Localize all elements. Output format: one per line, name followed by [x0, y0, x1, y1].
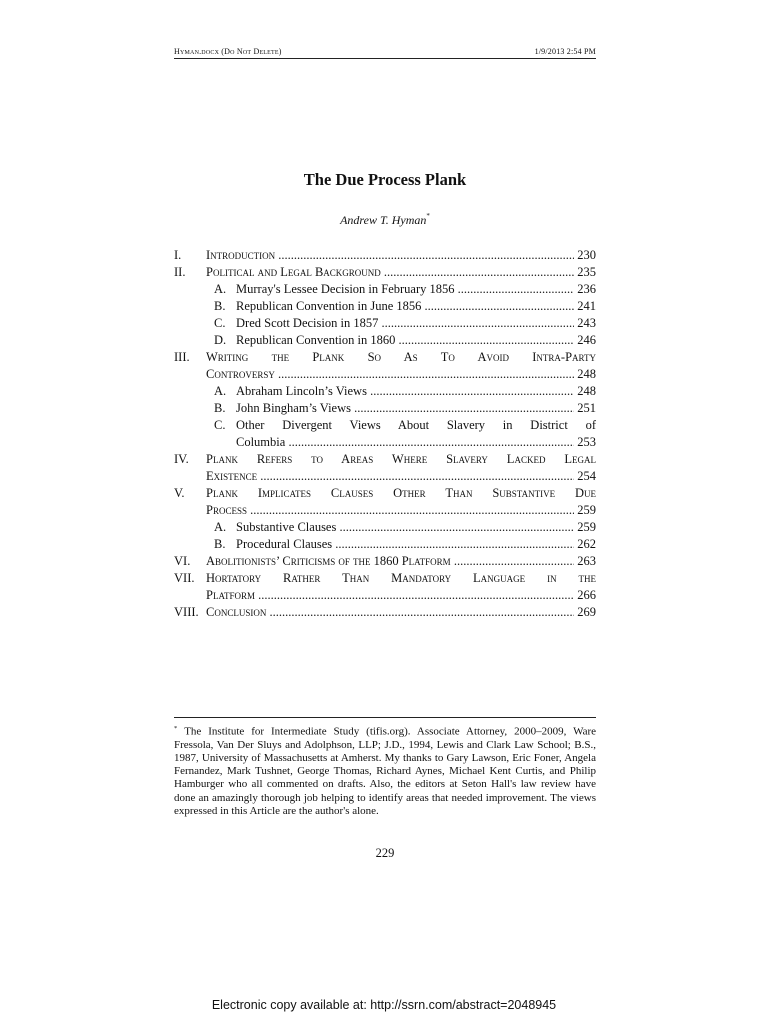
toc-entry	[174, 265, 596, 282]
toc-number: B.	[214, 299, 226, 313]
toc-entry	[174, 605, 596, 622]
toc-title: Dred Scott Decision in 1857 .....	[236, 316, 596, 331]
footnote-rule	[174, 717, 596, 718]
toc-page: 251	[574, 401, 596, 416]
toc-title: John Bingham’s Views .....	[236, 401, 596, 416]
toc-title: Conclusion .....	[206, 605, 596, 620]
toc-page: 246	[574, 333, 596, 348]
toc-title-line2: Existence .....	[206, 469, 596, 484]
footnote-mark: *	[174, 725, 178, 732]
toc-title: Abraham Lincoln’s Views .....	[236, 384, 596, 399]
toc-number: VII.	[174, 571, 195, 585]
page-number: 229	[375, 846, 395, 860]
toc-number: IV.	[174, 452, 189, 466]
toc-number: III.	[174, 350, 190, 364]
toc-entry	[174, 282, 596, 299]
toc-number: D.	[214, 333, 227, 347]
toc-entry	[174, 248, 596, 265]
ssrn-notice: Electronic copy available at: http://ssrn.com/abstract=2048945	[211, 998, 557, 1012]
toc-number: C.	[214, 316, 226, 330]
toc-title-line2: Platform .....	[206, 588, 596, 603]
toc-title: Procedural Clauses .....	[236, 537, 596, 552]
toc-title-line2: Columbia .....	[236, 435, 596, 450]
toc-entry-continuation	[174, 588, 596, 605]
toc-entry	[174, 520, 596, 537]
toc-number: A.	[214, 282, 227, 296]
toc-title-line1: Writing the Plank So As To Avoid Intra-Party	[206, 350, 596, 364]
toc-title: Republican Convention in 1860 .....	[236, 333, 596, 348]
toc-entry	[174, 537, 596, 554]
toc-number: II.	[174, 265, 186, 279]
toc-entry	[174, 350, 596, 367]
header-rule	[174, 58, 596, 59]
header-filename: Hyman.docx (Do Not Delete)	[174, 47, 282, 56]
toc-title: Murray's Lessee Decision in February 1856 .....	[236, 282, 596, 297]
toc-page: 262	[574, 537, 596, 552]
toc-page: 259	[574, 503, 596, 518]
toc-title-line2: Controversy .....	[206, 367, 596, 382]
toc-page: 253	[574, 435, 596, 450]
toc-title: Substantive Clauses .....	[236, 520, 596, 535]
toc-title-line1: Hortatory Rather Than Mandatory Language in the	[206, 571, 596, 585]
toc-entry	[174, 571, 596, 588]
toc-title-line2: Process .....	[206, 503, 596, 518]
toc-entry-continuation	[174, 367, 596, 384]
toc-title-line1: Plank Refers to Areas Where Slavery Lacked Legal	[206, 452, 596, 466]
toc-number: VIII.	[174, 605, 199, 619]
toc-entry	[174, 333, 596, 350]
author-footnote-mark: *	[426, 212, 430, 220]
toc-page: 243	[574, 316, 596, 331]
toc-entry	[174, 486, 596, 503]
toc-entry	[174, 418, 596, 435]
toc-page: 236	[574, 282, 596, 297]
toc-entry	[174, 316, 596, 333]
toc-title-line1: Plank Implicates Clauses Other Than Substantive Due	[206, 486, 596, 500]
toc-number: I.	[174, 248, 182, 262]
toc-entry	[174, 401, 596, 418]
toc-title: Abolitionists’ Criticisms of the 1860 Platform .....	[206, 554, 596, 569]
toc-page: 235	[574, 265, 596, 280]
article-title: The Due Process Plank	[303, 170, 467, 189]
author-line	[174, 213, 596, 228]
toc-number: VI.	[174, 554, 191, 568]
toc-number: C.	[214, 418, 226, 432]
toc-page: 254	[574, 469, 596, 484]
toc-number: A.	[214, 384, 227, 398]
toc-entry	[174, 554, 596, 571]
toc-page: 248	[574, 384, 596, 399]
toc-page: 269	[574, 605, 596, 620]
footnote	[174, 722, 596, 818]
toc-page: 241	[574, 299, 596, 314]
header-timestamp: 1/9/2013 2:54 PM	[534, 47, 596, 56]
toc-page: 230	[574, 248, 596, 263]
toc-title: Introduction .....	[206, 248, 596, 263]
toc-title: Political and Legal Background .....	[206, 265, 596, 280]
toc-title: Republican Convention in June 1856 .....	[236, 299, 596, 314]
footnote-text: The Institute for Intermediate Study (tifis.org). Associate Attorney, 2000–2009, Ware Fressola, Van Der Sluys and Adolphson, LLP; J.D., 1994, Lewis and Clark Law School; B.S., 1987, University of Massachusetts at Amherst. My thanks to Gary Lawson, Eric Foner, Angela Fernandez, Mark Tushnet, George Thomas, Richard Aynes, Michael Kent Curtis, and Philip Hamburger who all commented on drafts. Also, the editors at Seton Hall's law review have done an amazingly thorough job helping to identify areas that needed improvement. The views expressed in this Article are the author's alone.	[174, 725, 597, 817]
toc-entry-continuation	[174, 435, 596, 452]
toc-number: B.	[214, 537, 226, 551]
toc-number: A.	[214, 520, 227, 534]
toc-entry-continuation	[174, 469, 596, 486]
toc-number: V.	[174, 486, 185, 500]
toc-page: 263	[574, 554, 596, 569]
toc-page: 248	[574, 367, 596, 382]
toc-number: B.	[214, 401, 226, 415]
toc-entry-continuation	[174, 503, 596, 520]
author-name: Andrew T. Hyman	[340, 213, 427, 227]
toc-page: 266	[574, 588, 596, 603]
toc-entry	[174, 384, 596, 401]
toc-entry	[174, 452, 596, 469]
toc-page: 259	[574, 520, 596, 535]
toc-entry	[174, 299, 596, 316]
toc-title-line1: Other Divergent Views About Slavery in District of	[236, 418, 596, 432]
